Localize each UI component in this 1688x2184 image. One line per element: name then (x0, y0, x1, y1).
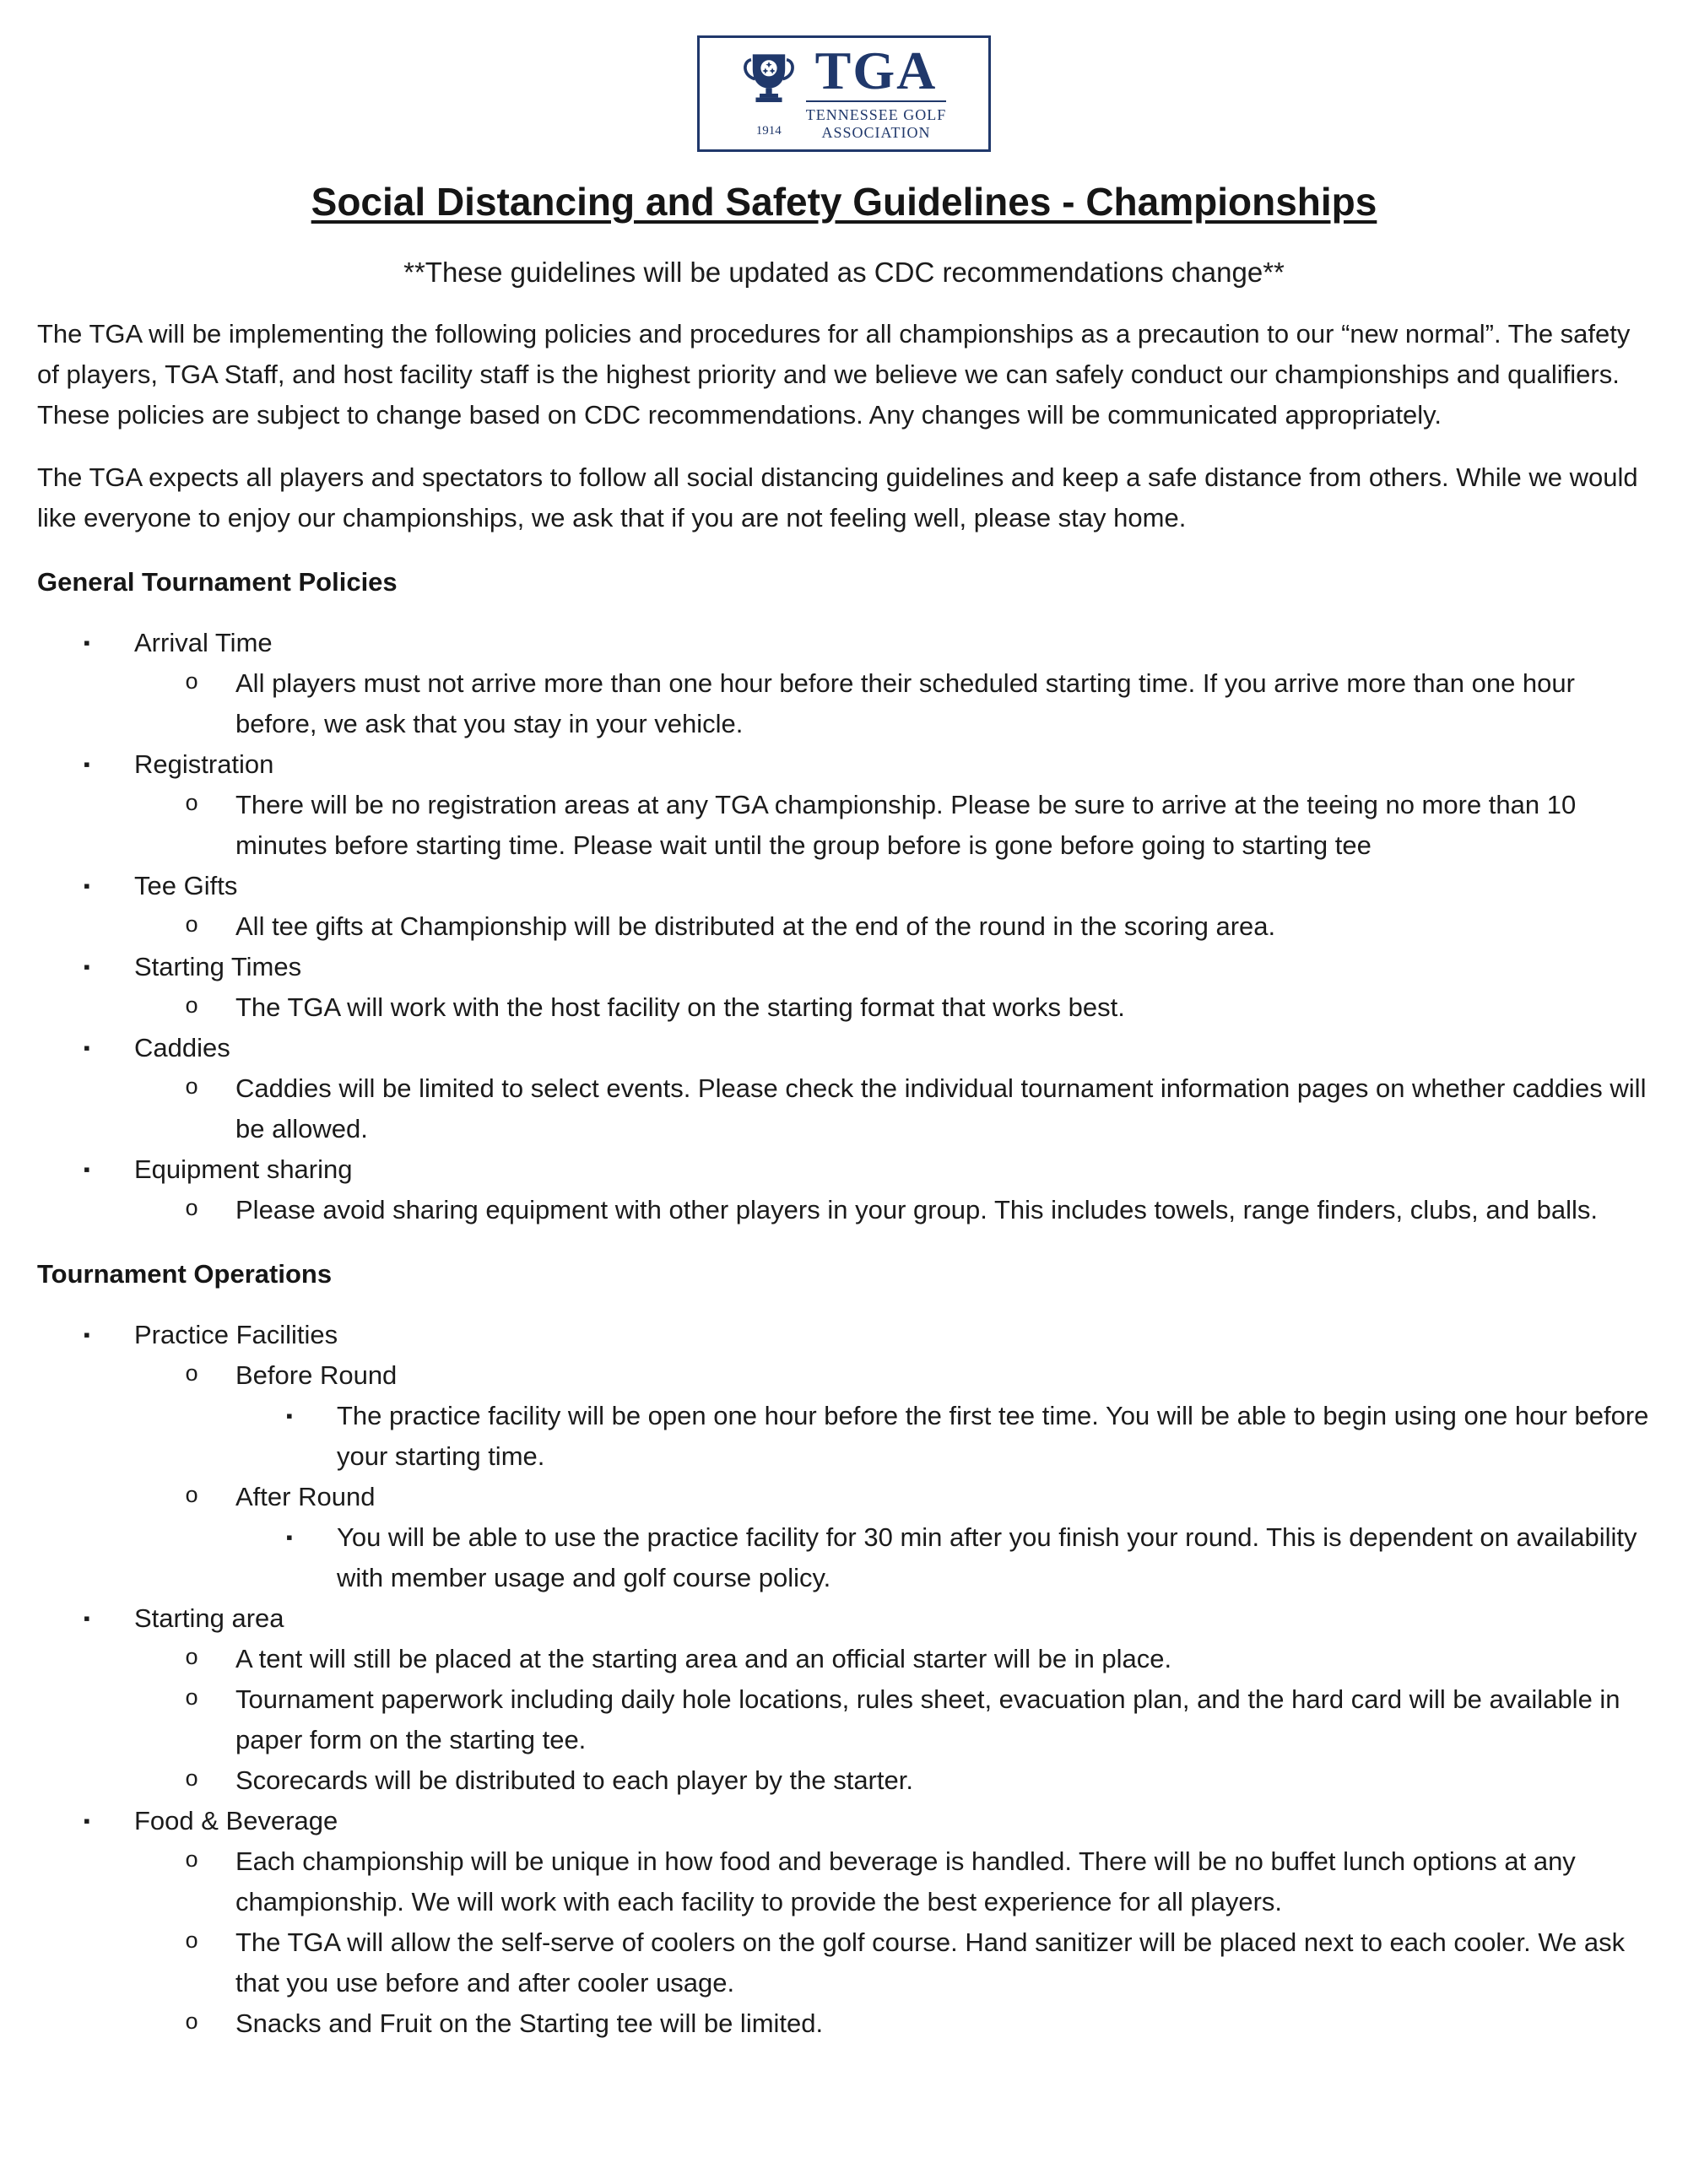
circle-bullet-icon: o (185, 1646, 199, 1672)
list-item-level2 (37, 1679, 1651, 1760)
list-item-level3 (37, 1517, 1651, 1598)
list-item-text: Snacks and Fruit on the Starting tee will be limited. (235, 2008, 824, 2038)
list-item-level1 (37, 1028, 1651, 1068)
section-heading: General Tournament Policies (37, 567, 398, 597)
subtitle: **These guidelines will be updated as CDC recommendations change** (403, 257, 1285, 288)
intro-paragraphs (37, 314, 1651, 538)
list-item-level2 (37, 2003, 1651, 2044)
list-item-level1 (37, 744, 1651, 785)
section-heading: Tournament Operations (37, 1259, 333, 1289)
logo-year: 1914 (755, 124, 782, 138)
circle-bullet-icon: o (185, 1484, 199, 1510)
circle-bullet-icon: o (185, 995, 199, 1020)
list-item-level2 (37, 1068, 1651, 1149)
list-item-text: Caddies (134, 1033, 230, 1062)
list-item-level1 (37, 947, 1651, 987)
square-bullet-icon: ▪ (84, 632, 90, 653)
logo-trophy-column (742, 50, 796, 138)
list-item-level3 (37, 1396, 1651, 1477)
list-item-text: Tee Gifts (134, 871, 238, 900)
circle-bullet-icon: o (185, 1197, 199, 1223)
list-item-text: Starting Times (134, 952, 302, 981)
square-bullet-icon: ▪ (84, 956, 90, 977)
logo-org-line1: TENNESSEE GOLF (805, 106, 947, 124)
list-item-level1 (37, 1801, 1651, 1841)
list-item-text: Please avoid sharing equipment with other players in your group. This includes towels, range finders, clubs, and balls. (235, 1195, 1599, 1224)
page-title: Social Distancing and Safety Guidelines - Championships (311, 180, 1377, 224)
list-item-text: Starting area (134, 1603, 284, 1633)
list-item-level2 (37, 1922, 1651, 2003)
circle-bullet-icon: o (185, 1849, 199, 1874)
logo-organization-name (806, 100, 947, 141)
list-item-level2 (37, 987, 1651, 1028)
list-item-text: All players must not arrive more than one hour before their scheduled starting time. If you arrive more than one hour before, we ask that you stay in your vehicle. (235, 668, 1575, 738)
list-item-text: Equipment sharing (134, 1154, 353, 1184)
logo-text-column (805, 41, 947, 141)
list-item-level2 (37, 785, 1651, 866)
list-item-text: A tent will still be placed at the starting area and an official starter will be in place. (235, 1644, 1172, 1673)
intro-paragraph: The TGA will be implementing the following policies and procedures for all championships as a precaution to our “new normal”. The safety of players, TGA Staff, and host facility staff is the highest priority and we believe we can safely conduct our championships and qualifiers. These policies are subject to change based on CDC recommendations. Any changes will be communicated appropriately. (37, 319, 1631, 430)
list-item-text: Arrival Time (134, 628, 273, 657)
tga-logo (697, 35, 991, 152)
square-bullet-icon: ▪ (84, 1037, 90, 1058)
list-item-level2 (37, 1355, 1651, 1396)
list-item-text: After Round (235, 1482, 376, 1511)
logo-abbreviation: TGA (814, 41, 938, 101)
square-bullet-icon: ▪ (286, 1527, 293, 1548)
circle-bullet-icon: o (185, 1076, 199, 1101)
list-item-text: Registration (134, 749, 274, 779)
list-item-text: You will be able to use the practice facility for 30 min after you finish your round. This is dependent on availability with member usage and golf course policy. (337, 1522, 1637, 1592)
circle-bullet-icon: o (185, 1768, 199, 1793)
list-item-level1 (37, 1149, 1651, 1190)
list-item-text: Before Round (235, 1360, 398, 1390)
list-item-level2 (37, 906, 1651, 947)
square-bullet-icon: ▪ (84, 1608, 90, 1629)
square-bullet-icon: ▪ (84, 1810, 90, 1831)
list-item-text: Caddies will be limited to select events. Please check the individual tournament information pages on whether caddies will be allowed. (235, 1073, 1647, 1143)
list-item-text: Food & Beverage (134, 1806, 338, 1835)
intro-paragraph: The TGA expects all players and spectators to follow all social distancing guidelines and keep a safe distance from others. While we would like everyone to enjoy our championships, we ask that if you are not feeling well, please stay home. (37, 462, 1638, 532)
list-item-level2 (37, 1760, 1651, 1801)
list-item-text: The TGA will allow the self-serve of coolers on the golf course. Hand sanitizer will be placed next to each cooler. We ask that you use before and after cooler usage. (235, 1927, 1626, 1997)
list-item-level2 (37, 663, 1651, 744)
square-bullet-icon: ▪ (84, 875, 90, 896)
list-item-text: Tournament paperwork including daily hole locations, rules sheet, evacuation plan, and the hard card will be available in paper form on the starting tee. (235, 1684, 1620, 1754)
list-item-level2 (37, 1841, 1651, 1922)
circle-bullet-icon: o (185, 2011, 199, 2036)
circle-bullet-icon: o (185, 671, 199, 696)
list-item-text: All tee gifts at Championship will be distributed at the end of the round in the scoring area. (235, 911, 1276, 941)
list-item-text: The TGA will work with the host facility on the starting format that works best. (235, 992, 1125, 1022)
list-item-text: Scorecards will be distributed to each player by the starter. (235, 1765, 913, 1795)
list-item-text: The practice facility will be open one hour before the first tee time. You will be able to begin using one hour before your starting time. (337, 1401, 1649, 1471)
list-item-text: There will be no registration areas at any TGA championship. Please be sure to arrive at the teeing no more than 10 minutes before starting time. Please wait until the group before is gone before going to starting tee (235, 790, 1577, 860)
list-item-level2 (37, 1477, 1651, 1517)
list-item-level1 (37, 623, 1651, 663)
square-bullet-icon: ▪ (286, 1405, 293, 1426)
trophy-icon (742, 50, 796, 123)
square-bullet-icon: ▪ (84, 754, 90, 775)
sections-container (37, 567, 1651, 2044)
list-item-text: Each championship will be unique in how food and beverage is handled. There will be no buffet lunch options at any championship. We will work with each facility to provide the best experience for all players. (235, 1846, 1576, 1916)
list-item-level2 (37, 1190, 1651, 1230)
list-item-level1 (37, 1315, 1651, 1355)
list-item-level1 (37, 866, 1651, 906)
circle-bullet-icon: o (185, 1363, 199, 1388)
list-item-level2 (37, 1639, 1651, 1679)
circle-bullet-icon: o (185, 914, 199, 939)
circle-bullet-icon: o (185, 792, 199, 818)
list-item-level1 (37, 1598, 1651, 1639)
circle-bullet-icon: o (185, 1930, 199, 1955)
list-item-text: Practice Facilities (134, 1320, 338, 1349)
circle-bullet-icon: o (185, 1687, 199, 1712)
logo-org-line2: ASSOCIATION (821, 123, 931, 141)
square-bullet-icon: ▪ (84, 1159, 90, 1180)
square-bullet-icon: ▪ (84, 1324, 90, 1345)
